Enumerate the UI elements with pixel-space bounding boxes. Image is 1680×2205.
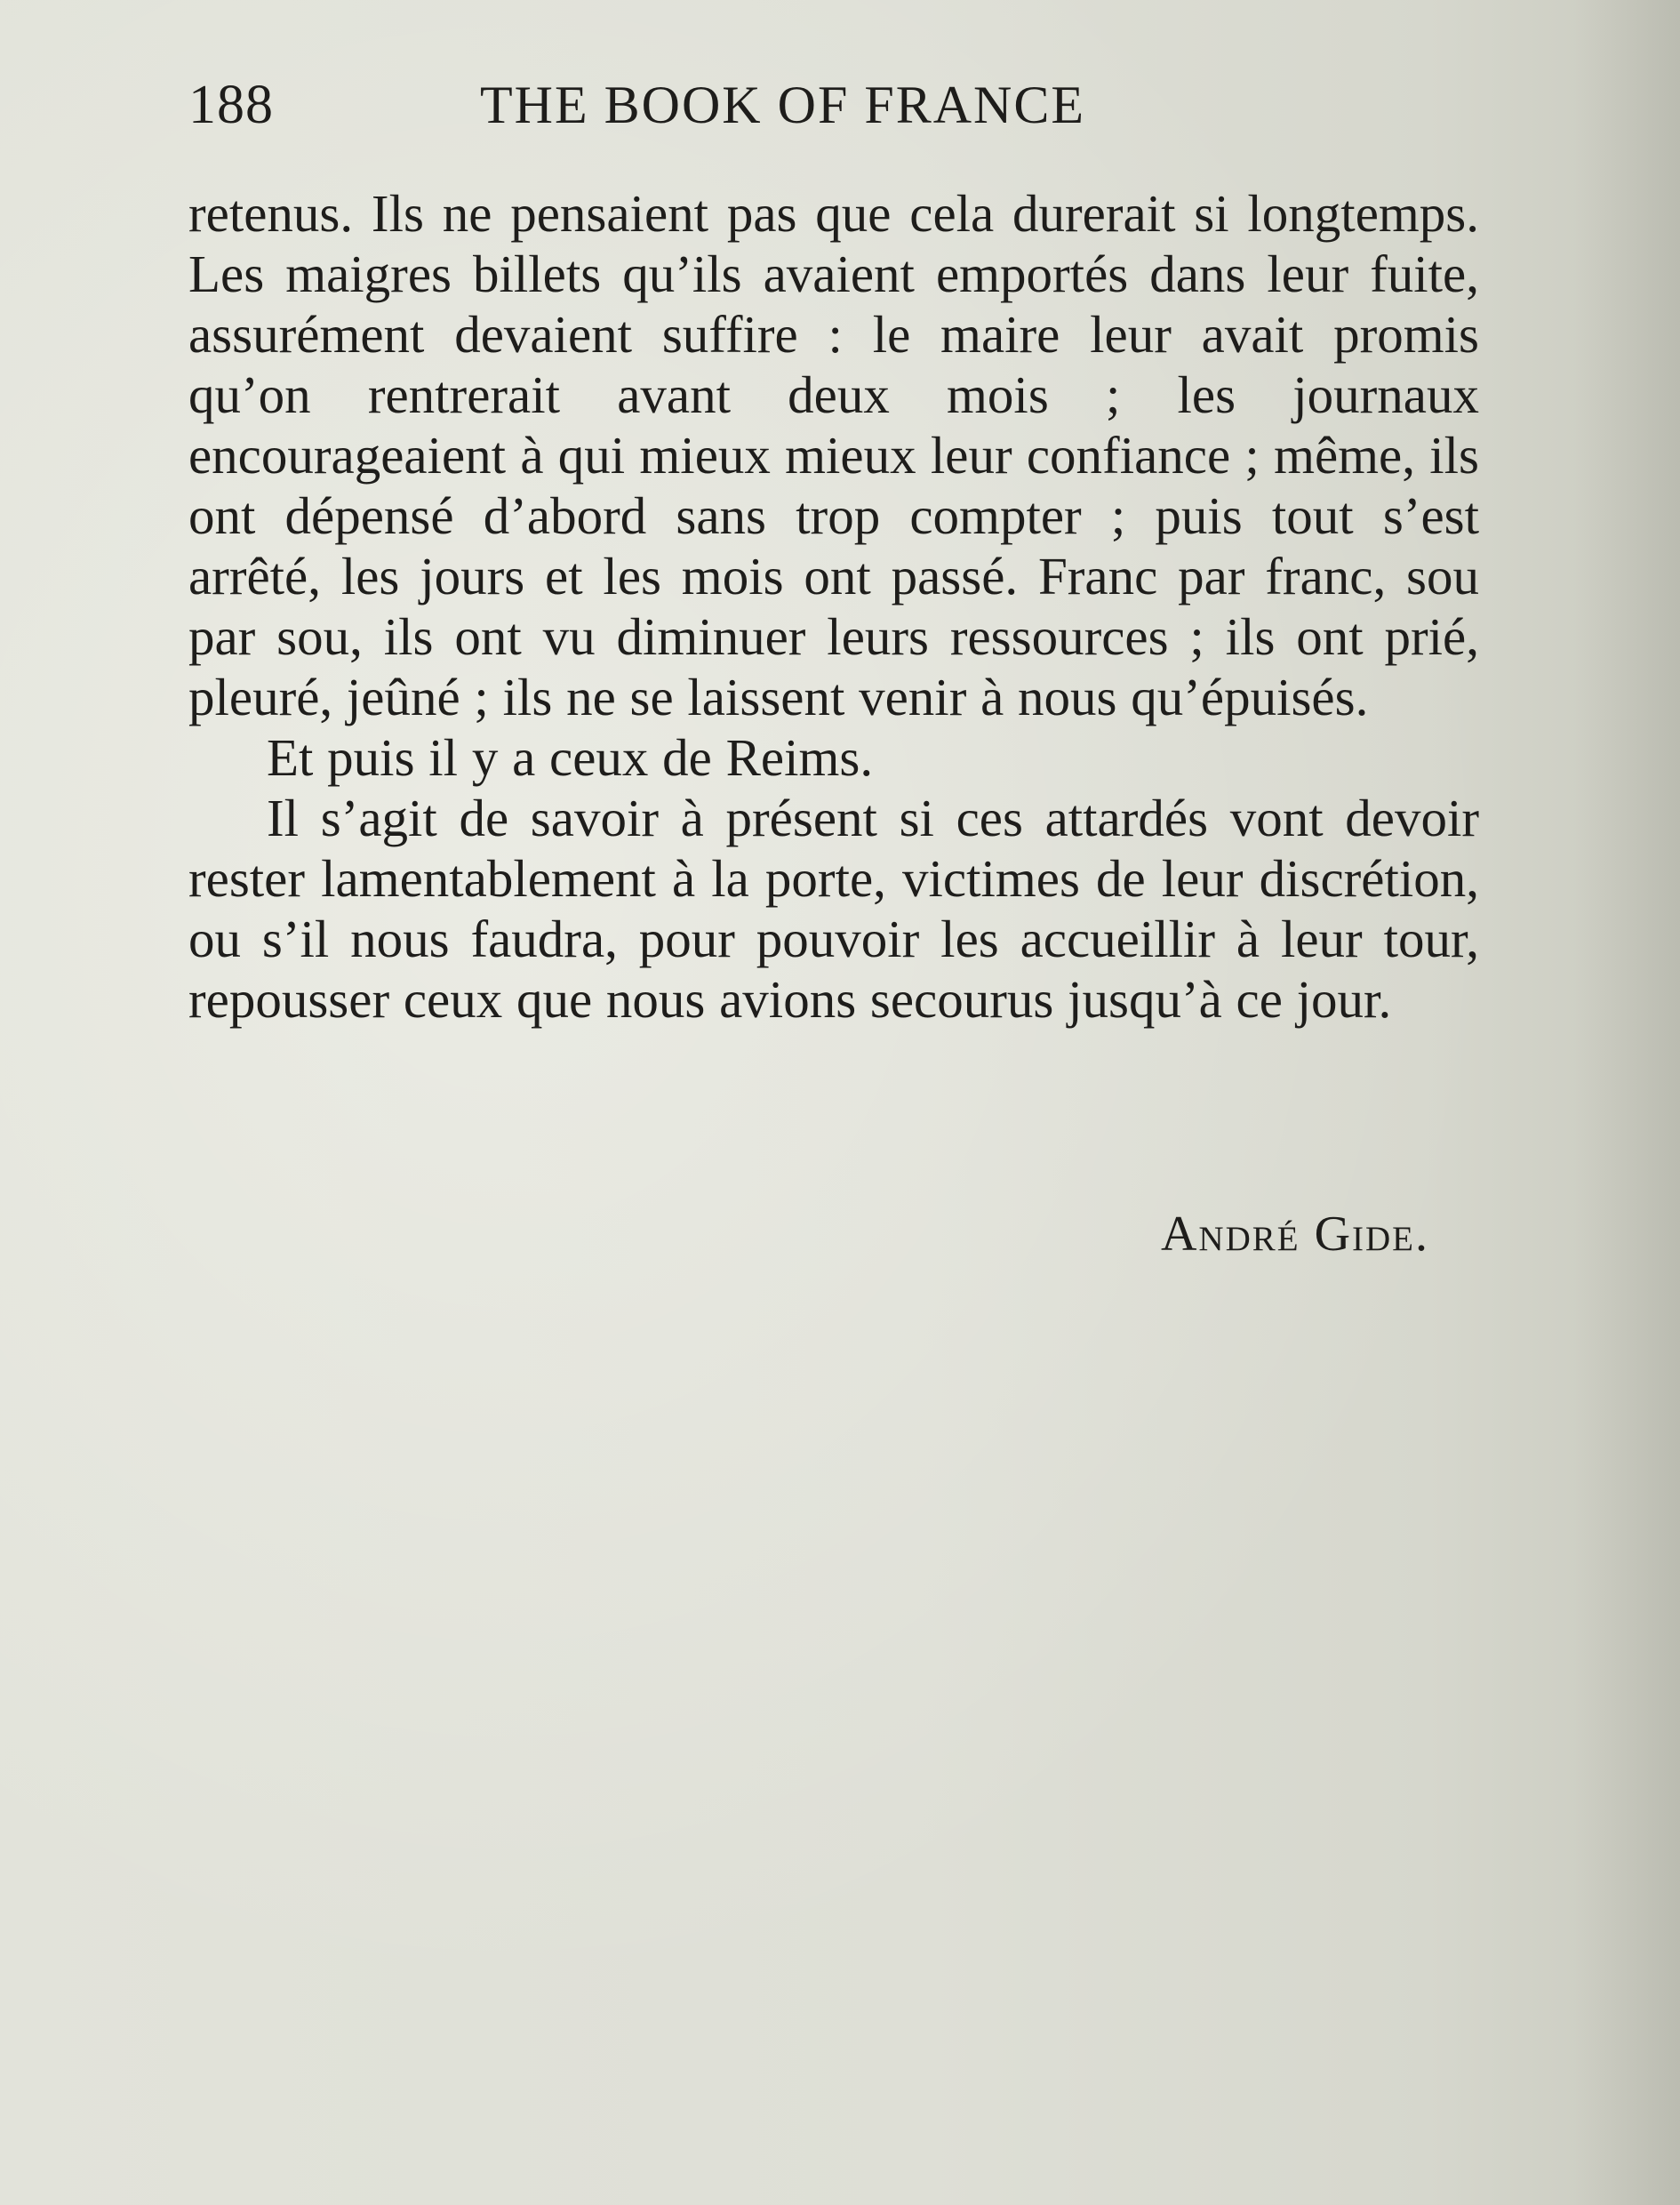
page-number: 188 xyxy=(188,75,274,135)
paragraph: Et puis il y a ceux de Reims. xyxy=(267,728,874,787)
running-head xyxy=(188,69,1195,140)
paragraph: retenus. Ils ne pensaient pas que cela durerait si longtemps. Les maigres billets qu’ils avaient emportés dans leur fuite, assurément devaient suffire : le maire leur avait promis qu’on rentrerait avant deux mois ; les journaux encourageaient à qui mieux mieux leur confiance ; même, ils ont dépensé d’abord sans trop compter ; puis tout s’est arrêté, les jours et les mois ont passé. Franc par franc, sou par sou, ils ont vu diminuer leurs ressources ; ils ont prié, pleuré, jeûné ; ils ne se laissent venir à nous qu’épuisés. xyxy=(188,184,1479,726)
body-text xyxy=(188,183,1479,1030)
page-edge-shadow xyxy=(1573,0,1680,2205)
running-title: THE BOOK OF FRANCE xyxy=(480,76,1086,134)
paragraph: Il s’agit de savoir à présent si ces attardés vont devoir rester lamentablement à la porte, victimes de leur discrétion, ou s’il nous faudra, pour pouvoir les accueillir à leur tour, repousser ceux que nous avions secourus jusqu’à ce jour. xyxy=(188,789,1479,1029)
author-signature: André Gide. xyxy=(1160,1207,1429,1262)
